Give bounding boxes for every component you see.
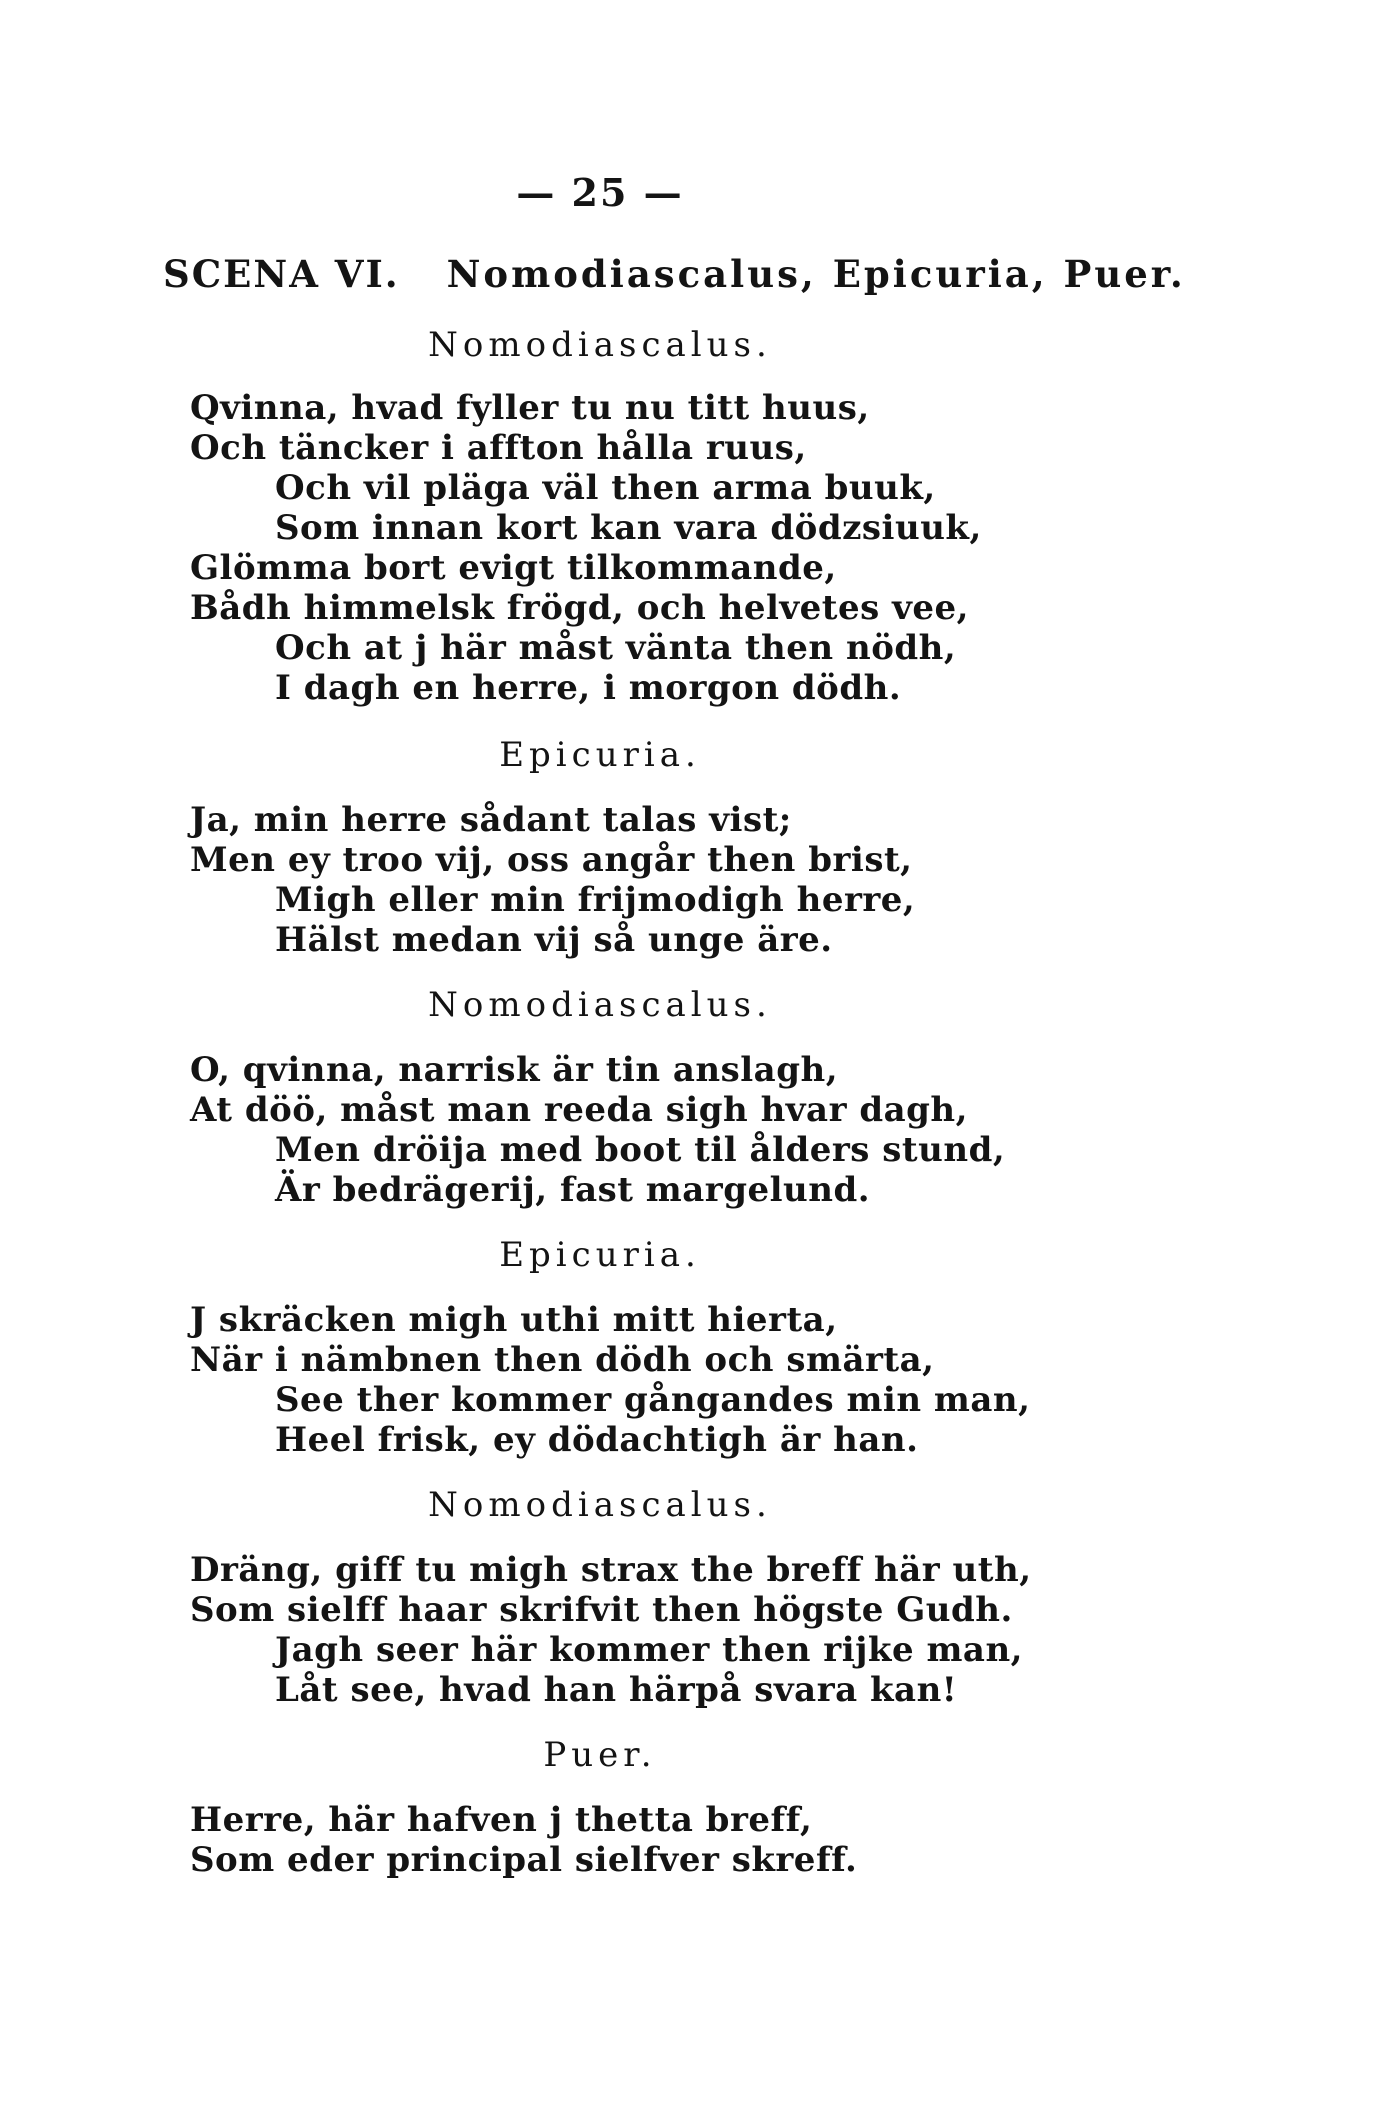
verse-block — [190, 1300, 1190, 1460]
verse-line: Hälst medan vij så unge äre. — [275, 920, 833, 960]
speaker-name: Epicuria. — [499, 1235, 701, 1275]
verse-line: Qvinna, hvad fyller tu nu titt huus, — [190, 388, 870, 428]
verse-line: Låt see, hvad han härpå svara kan! — [275, 1670, 958, 1710]
verse-line: At döö, måst man reeda sigh hvar dagh, — [190, 1090, 968, 1130]
scene-label: SCENA VI. — [163, 252, 400, 296]
verse-line: När i nämbnen then dödh och smärta, — [190, 1340, 935, 1380]
verse-line: Men dröija med boot til ålders stund, — [275, 1130, 1006, 1170]
verse-line: Som innan kort kan vara dödzsiuuk, — [275, 508, 982, 548]
verse-line: O, qvinna, narrisk är tin anslagh, — [190, 1050, 839, 1090]
verse-line: Dräng, giff tu migh strax the breff här uth, — [190, 1550, 1032, 1590]
verse-block — [190, 1800, 1190, 1880]
speaker-name: Epicuria. — [499, 735, 701, 775]
verse-line: Och vil pläga väl then arma buuk, — [275, 468, 936, 508]
verse-line: I dagh en herre, i morgon dödh. — [275, 668, 902, 708]
verse-line: Ja, min herre sådant talas vist; — [190, 800, 792, 840]
speaker-name: Nomodiascalus. — [428, 985, 772, 1025]
verse-line: Men ey troo vij, oss angår then brist, — [190, 840, 913, 880]
verse-line: Glömma bort evigt tilkommande, — [190, 548, 837, 588]
page-number: — 25 — — [516, 170, 684, 215]
verse-line: Bådh himmelsk frögd, och helvetes vee, — [190, 588, 969, 628]
verse-block — [190, 388, 1190, 708]
speaker-name: Puer. — [543, 1735, 657, 1775]
verse-line: J skräcken migh uthi mitt hierta, — [190, 1300, 838, 1340]
verse-line: Heel frisk, ey dödachtigh är han. — [275, 1420, 919, 1460]
verse-block — [190, 800, 1190, 960]
verse-line: Jagh seer här kommer then rijke man, — [275, 1630, 1024, 1670]
verse-line: Herre, här hafven j thetta breff, — [190, 1800, 813, 1840]
scene-heading — [163, 252, 1263, 296]
verse-block — [190, 1050, 1190, 1210]
verse-line: Och at j här måst vänta then nödh, — [275, 628, 957, 668]
scene-cast: Nomodiascalus, Epicuria, Puer. — [446, 252, 1186, 296]
verse-block — [190, 1550, 1190, 1710]
speaker-name: Nomodiascalus. — [428, 325, 772, 365]
verse-line: Är bedrägerij, fast margelund. — [275, 1170, 871, 1210]
verse-line: Och täncker i affton hålla ruus, — [190, 428, 807, 468]
verse-line: Migh eller min frijmodigh herre, — [275, 880, 916, 920]
verse-line: Som sielff haar skrifvit then högste Gudh. — [190, 1590, 1013, 1630]
verse-line: Som eder principal sielfver skreff. — [190, 1840, 858, 1880]
speaker-name: Nomodiascalus. — [428, 1485, 772, 1525]
verse-line: See ther kommer gångandes min man, — [275, 1380, 1031, 1420]
